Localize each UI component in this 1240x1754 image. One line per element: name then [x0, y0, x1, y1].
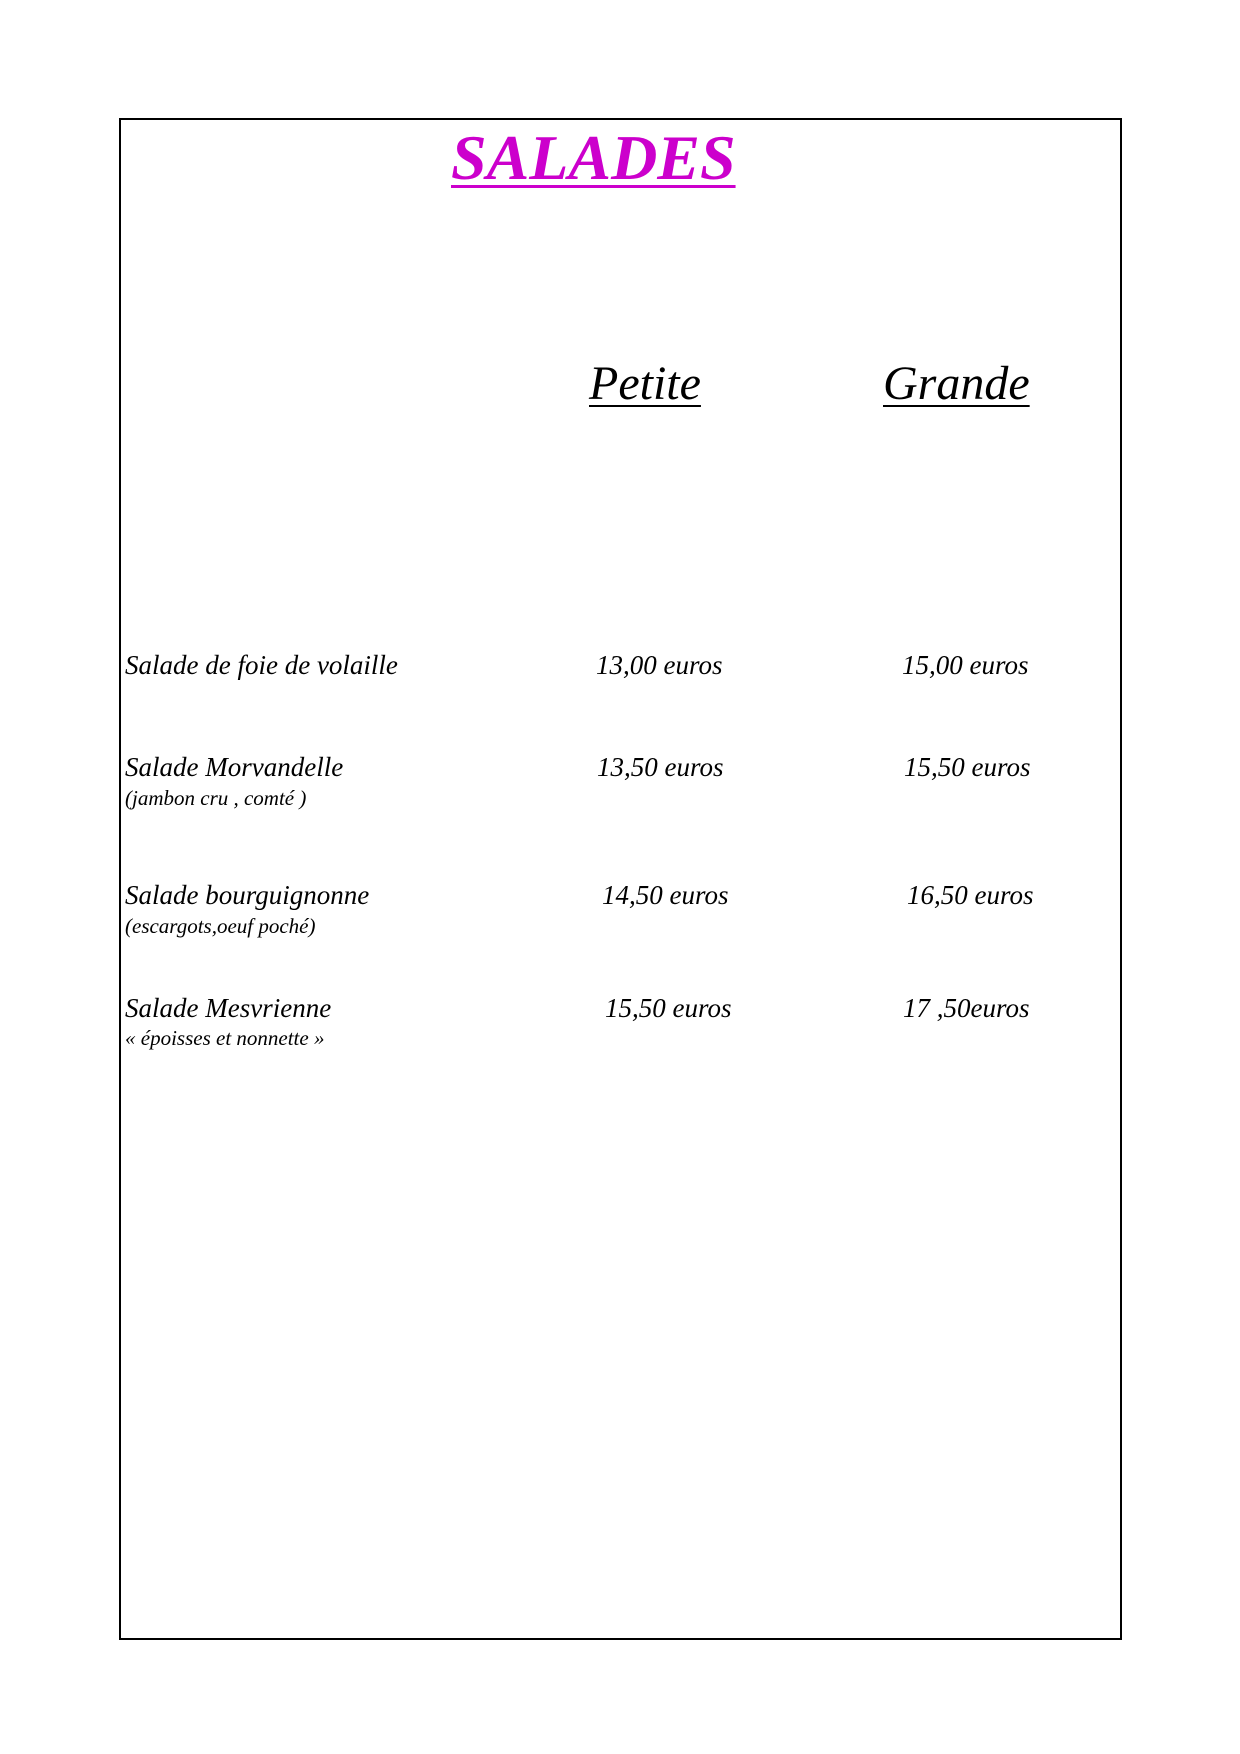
menu-item-name: Salade de foie de volaille: [125, 650, 398, 680]
menu-item-price-petite: 14,50 euros: [602, 880, 729, 910]
menu-item-name: Salade Mesvrienne: [125, 993, 332, 1023]
menu-item-description: (escargots,oeuf poché): [125, 914, 316, 938]
menu-item-price-grande: 16,50 euros: [907, 880, 1034, 910]
menu-item-description: « époisses et nonnette »: [125, 1026, 325, 1050]
menu-item-price-grande: 15,50 euros: [904, 752, 1031, 782]
menu-item-price-grande: 17 ,50euros: [903, 993, 1030, 1023]
menu-item-price-petite: 13,00 euros: [596, 650, 723, 680]
column-header-petite: Petite: [589, 357, 701, 410]
menu-border-frame: [119, 118, 1122, 1640]
menu-item-price-petite: 13,50 euros: [597, 752, 724, 782]
menu-item-price-petite: 15,50 euros: [605, 993, 732, 1023]
menu-title: SALADES: [451, 122, 736, 193]
column-header-grande: Grande: [883, 357, 1030, 410]
menu-item-name: Salade bourguignonne: [125, 880, 370, 910]
menu-item-price-grande: 15,00 euros: [902, 650, 1029, 680]
menu-item-name: Salade Morvandelle: [125, 752, 344, 782]
menu-item-description: (jambon cru , comté ): [125, 786, 307, 810]
